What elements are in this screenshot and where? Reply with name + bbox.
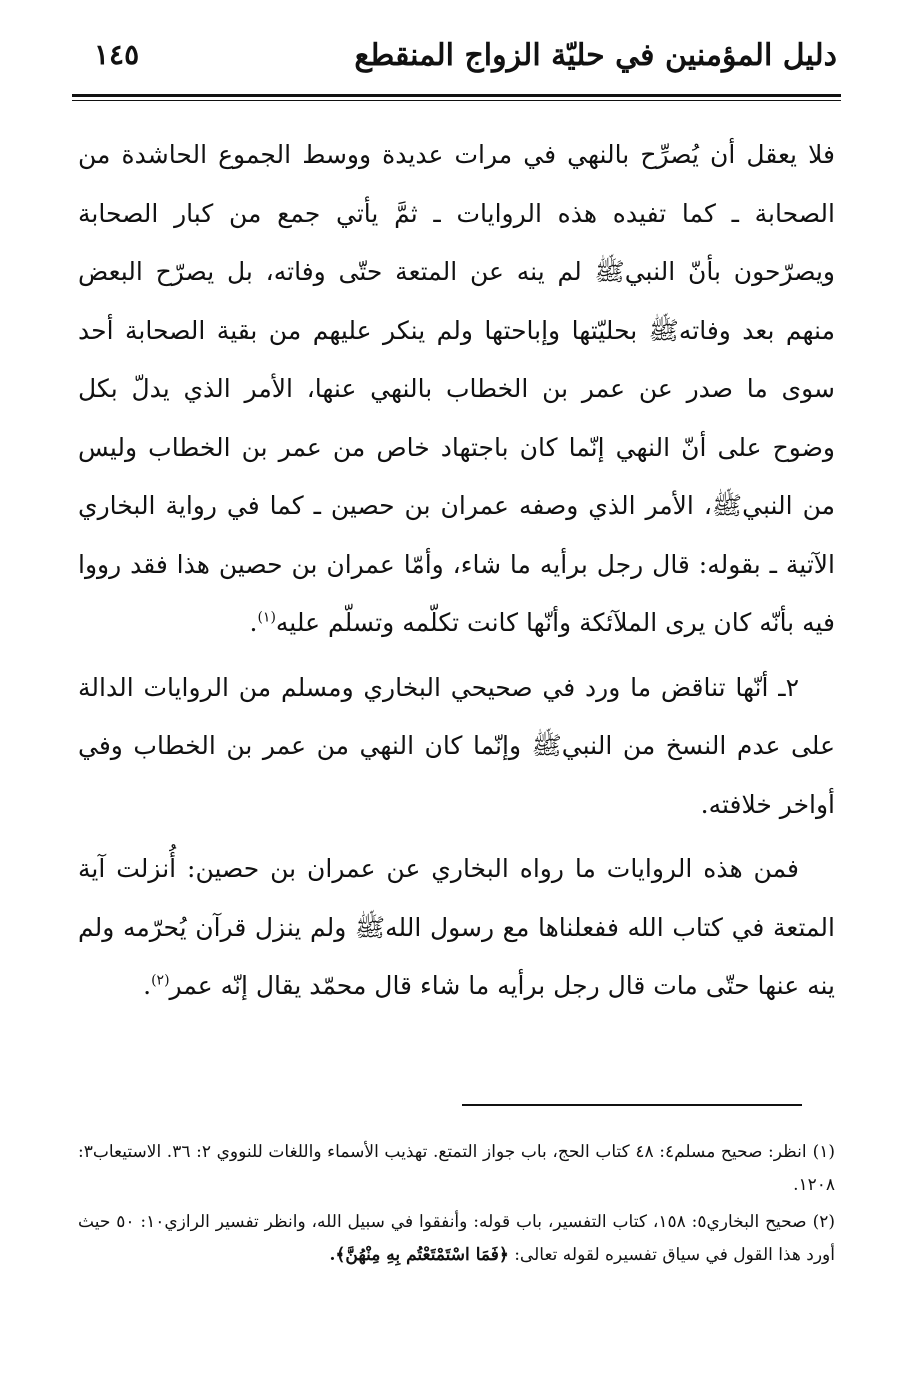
footnote-1 [78, 1136, 835, 1202]
footnote-2 [78, 1206, 835, 1272]
paragraph-1: فلا يعقل أن يُصرِّح بالنهي في مرات عديدة ووسط الجموع الحاشدة من الصحابة ـ كما تفيده هذه الروايات ـ ثمَّ يأتي جمع من كبار الصحابة ويصرّحون بأنّ النبيﷺ لم ينه عن المتعة حتّى وفاته، بل يصرّح البعض منهم بعد وفاتهﷺ بحليّتها وإباحتها ولم ينكر عليهم من بقية الصحابة أحد سوى ما صدر عن عمر بن الخطاب بالنهي عنها، الأمر الذي يدلّ بكل وضوح على أنّ النهي إنّما كان باجتهاد خاص من عمر بن الخطاب وليس من النبيﷺ، الأمر الذي وصفه عمران بن حصين ـ كما في رواية البخاري الآتية ـ بقوله: قال رجل برأيه ما شاء، وأمّا عمران بن حصين هذا فقد رووا فيه بأنّه كان يرى الملآئكة وأنّها كانت تكلّمه وتسلّم عليه$^{(١)}$. [78, 140, 835, 637]
quran-verse: ﴿فَمَا اسْتَمْتَعْتُم بِهِ مِنْهُنَّ﴾. [329, 1245, 509, 1265]
running-title: دليل المؤمنين في حليّة الزواج المنقطع [354, 38, 837, 73]
paragraph-3-text: فمن هذه الروايات ما رواه البخاري عن عمران بن حصين: أُنزلت آية المتعة في كتاب الله ففعلناها مع رسول اللهﷺ ولم ينزل قرآن يُحرّمه ولم ينه عنها حتّى مات قال رجل برأيه ما شاء قال محمّد يقال إنّه عمر [78, 854, 835, 1000]
paragraph-1-text: فلا يعقل أن يُصرِّح بالنهي في مرات عديدة ووسط الجموع الحاشدة من الصحابة ـ كما تفيده هذه الروايات ـ ثمَّ يأتي جمع من كبار الصحابة ويصرّحون بأنّ النبيﷺ لم ينه عن المتعة حتّى وفاته، بل يصرّح البعض منهم بعد وفاتهﷺ بحليّتها وإباحتها ولم ينكر عليهم من بقية الصحابة أحد سوى ما صدر عن عمر بن الخطاب بالنهي عنها، الأمر الذي يدلّ بكل وضوح على أنّ النهي إنّما كان باجتهاد خاص من عمر بن الخطاب وليس من النبيﷺ، الأمر الذي وصفه عمران بن حصين ـ كما في رواية البخاري الآتية ـ بقوله: قال رجل برأيه ما شاء، وأمّا عمران بن حصين هذا فقد رووا فيه بأنّه كان يرى الملآئكة وأنّها كانت تكلّمه وتسلّم عليه [78, 140, 835, 637]
header-rule-thin [72, 100, 841, 101]
footnotes [78, 1136, 835, 1276]
main-text [78, 126, 835, 1016]
footnote-separator [462, 1104, 802, 1106]
footnote-ref-1[interactable]: (١) [257, 609, 276, 626]
paragraph-3: فمن هذه الروايات ما رواه البخاري عن عمران بن حصين: أُنزلت آية المتعة في كتاب الله ففعلناها مع رسول اللهﷺ ولم ينزل قرآن يُحرّمه ولم ينه عنها حتّى مات قال رجل برأيه ما شاء قال محمّد يقال إنّه عمر$^{(٢)}$. [78, 854, 835, 1000]
footnote-ref-2[interactable]: (٢) [151, 972, 170, 989]
footnote-number: (١) [812, 1142, 835, 1162]
header-rule-thick [72, 94, 841, 97]
footnote-text: صحيح البخاري٥: ١٥٨، كتاب التفسير، باب قوله: وأنفقوا في سبيل الله، وانظر تفسير الرازي١٠: ٥٠ حيث أورد هذا القول في سياق تفسيره لقوله تعالى: [78, 1212, 835, 1265]
page-number: ١٤٥ [94, 38, 140, 71]
footnote-text: انظر: صحيح مسلم٤: ٤٨ كتاب الحج، باب جواز التمتع. تهذيب الأسماء واللغات للنووي ٢: ٣٦. الاستيعاب٣: ١٢٠٨. [78, 1142, 835, 1195]
footnote-number: (٢) [812, 1212, 836, 1232]
paragraph-2: ٢ـ أنّها تناقض ما ورد في صحيحي البخاري ومسلم من الروايات الدالة على عدم النسخ من النبيﷺ وإنّما كان النهي من عمر بن الخطاب وفي أواخر خلافته. [78, 672, 835, 819]
page-header [76, 30, 837, 92]
